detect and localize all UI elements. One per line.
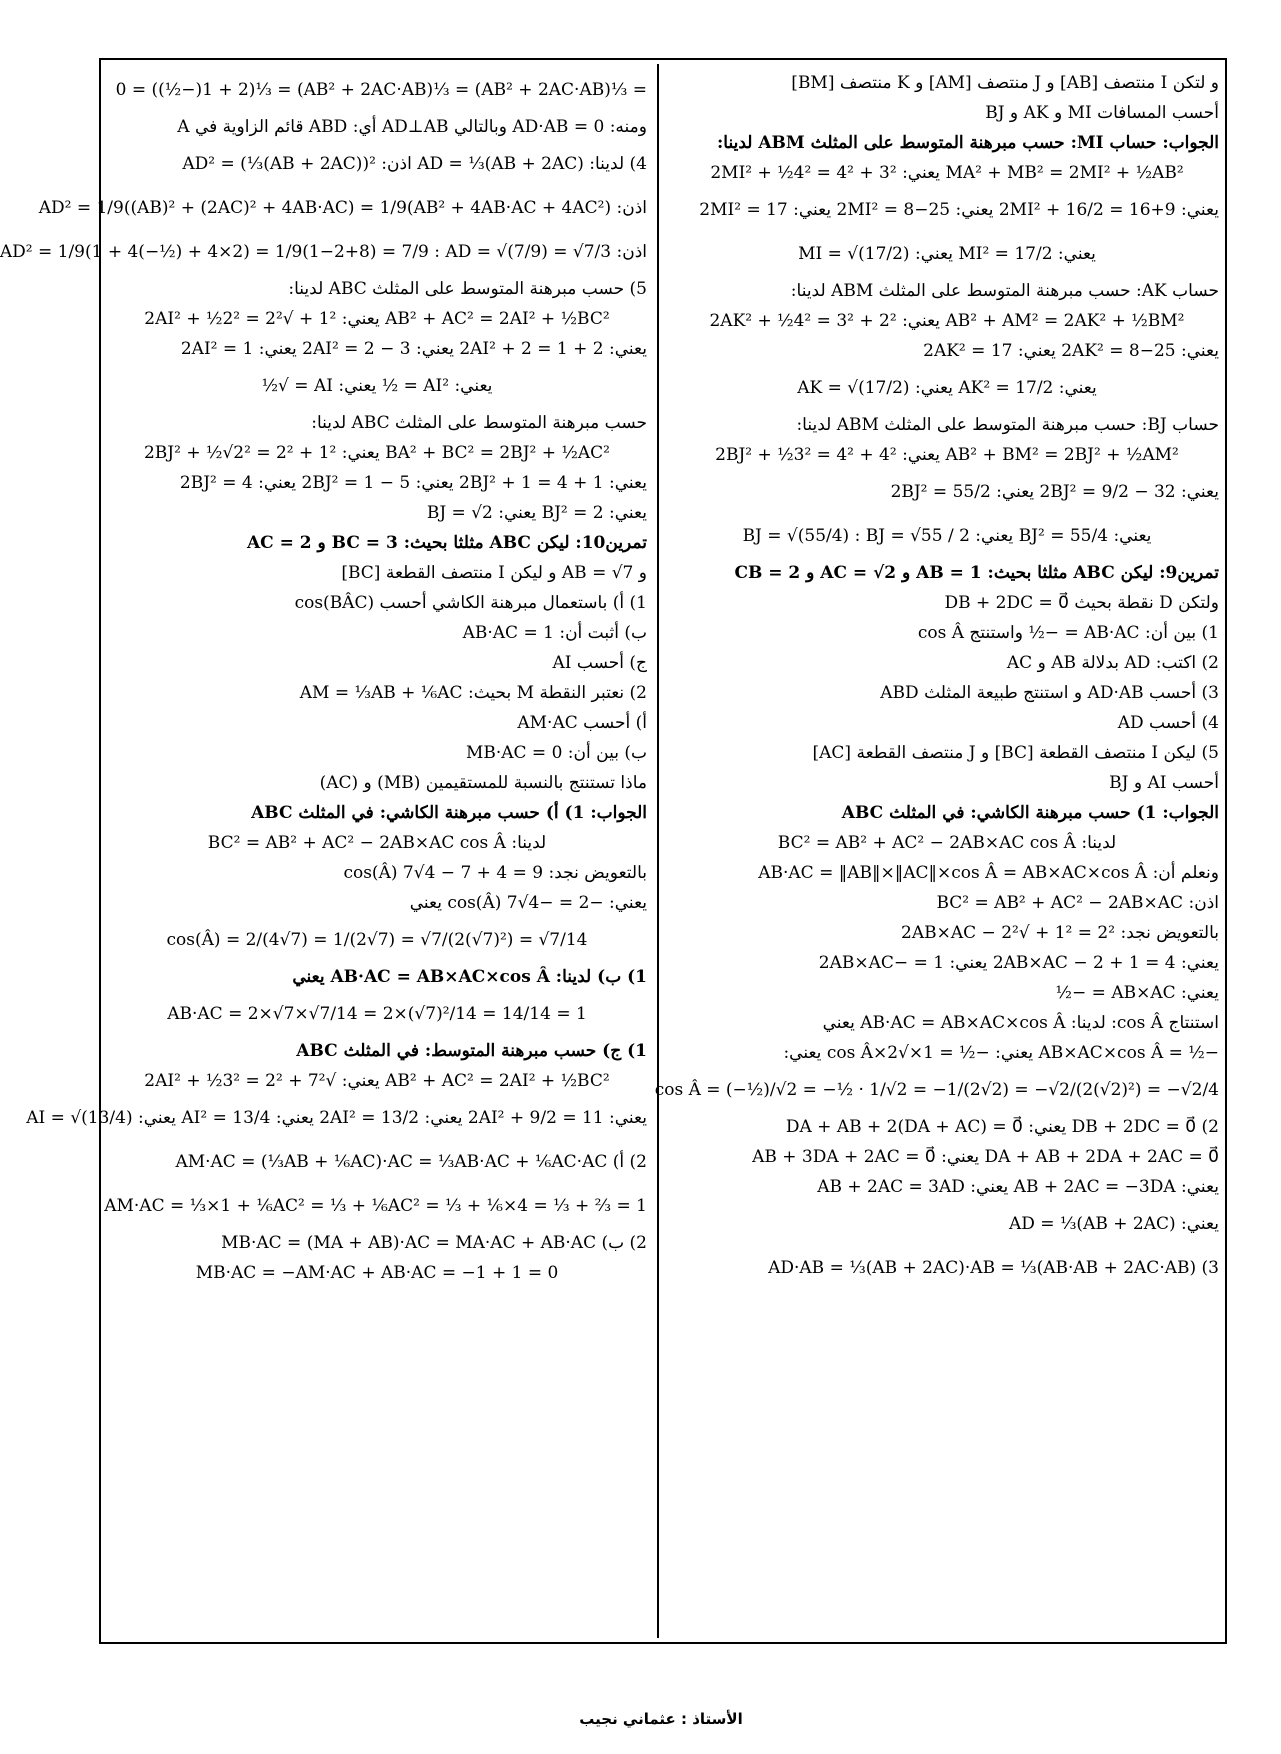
left-line-15: و AB = √7 و ليكن I منتصف القطعة [BC] (341, 563, 647, 583)
left-line-36: MB·AC = −AM·AC + AB·AC = −1 + 1 = 0 (195, 1263, 559, 1283)
right-line-15: تمرين9: ليكن ABC مثلثا بحيث: AB = 1 و AC = √2 و CB = 2 (734, 563, 1219, 583)
right-line-2: أحسب المسافات MI و AK و BJ (985, 103, 1219, 123)
left-line-26: يعني: −2 = −4√7 cos(Â) يعني (409, 893, 647, 913)
left-line-17: ب) أثبت أن: AB·AC = 1 (462, 623, 647, 643)
right-line-9: يعني: 25−8 = 2AK² يعني: 17 = 2AK² (923, 341, 1219, 361)
right-line-19: 3) أحسب AD·AB و استنتج طبيعة المثلث ABD (880, 683, 1219, 703)
right-line-5: يعني: 9+16 = 2MI² + 16/2 يعني: 25−8 = 2MI² يعني: 17 = 2MI² (699, 200, 1219, 220)
left-line-11: BA² + BC² = 2BJ² + ½AC² يعني: 1² + 2² = 2BJ² + ½√2² (143, 443, 610, 463)
left-line-12: يعني: 1 + 4 = 2BJ² + 1 يعني: 5 − 1 = 2BJ² يعني: 4 = 2BJ² (179, 473, 647, 493)
left-line-8: يعني: 2 + 1 = 2AI² + 2 يعني: 3 − 2 = 2AI² يعني: 1 = 2AI² (180, 339, 647, 359)
right-line-35: يعني: AB + 2AC = −3DA يعني: AB + 2AC = 3AD (817, 1177, 1219, 1197)
right-line-12: AB² + BM² = 2BJ² + ½AM² يعني: 4² + 4² = 2BJ² + ½3² (715, 445, 1179, 465)
right-line-24: لدينا: BC² = AB² + AC² − 2AB×AC cos Â (777, 833, 1117, 853)
left-line-31: AB² + AC² = 2AI² + ½BC² يعني: √7² + 2² = 2AI² + ½3² (144, 1071, 610, 1091)
right-line-17: 1) بين أن: AB·AC = −½ واستنتج cos Â (917, 623, 1219, 643)
left-line-4: اذن: AD² = 1/9((AB)² + (2AC)² + 4AB·AC) = 1/9(AB² + 4AB·AC + 4AC²) (38, 198, 647, 218)
right-line-36: يعني: AD = ⅓(AB + 2AC) (1009, 1214, 1219, 1234)
left-line-29: AB·AC = 2×√7×√7/14 = 2×(√7)²/14 = 14/14 = 1 (167, 1004, 587, 1024)
right-line-13: يعني: 32 − 9/2 = 2BJ² يعني: 55/2 = 2BJ² (890, 482, 1219, 502)
right-line-37: 3) AD·AB = ⅓(AB + 2AC)·AB = ⅓(AB·AB + 2AC·AB) (768, 1258, 1219, 1278)
left-line-27: cos(Â) = 2/(4√7) = 1/(2√7) = √7/(2(√7)²) = √7/14 (166, 930, 588, 950)
right-line-30: استنتاج cos Â: لدينا: AB·AC = AB×AC×cos Â يعني (822, 1013, 1219, 1033)
left-line-28: 1) ب) لدينا: AB·AC = AB×AC×cos Â يعني (292, 967, 647, 987)
left-line-32: يعني: 11 = 2AI² + 9/2 يعني: 13/2 = 2AI² يعني: AI² = 13/4 يعني: AI = √(13/4) (26, 1108, 647, 1128)
right-line-4: MA² + MB² = 2MI² + ½AB² يعني: 3² + 4² = 2MI² + ½4² (710, 163, 1184, 183)
left-line-2: ومنه: AD·AB = 0 وبالتالي AD⊥AB أي: ABD قائم الزاوية في A (177, 117, 647, 137)
left-line-3: 4) لدينا: AD = ⅓(AB + 2AC) اذن: AD² = (⅓(AB + 2AC))² (182, 154, 647, 174)
left-line-16: 1) أ) باستعمال مبرهنة الكاشي أحسب cos(BÂC) (294, 593, 647, 613)
left-line-35: 2) ب) MB·AC = (MA + AB)·AC = MA·AC + AB·AC (221, 1233, 647, 1253)
left-line-6: 5) حسب مبرهنة المتوسط على المثلث ABC لدينا: (288, 279, 647, 299)
left-line-24: لدينا: BC² = AB² + AC² − 2AB×AC cos Â (207, 833, 547, 853)
right-line-29: يعني: AB×AC = −½ (1055, 983, 1219, 1003)
right-line-10: يعني: AK² = 17/2 يعني: AK = √(17/2) (797, 378, 1097, 398)
left-line-9: يعني: AI² = ½ يعني: AI = √½ (261, 376, 493, 396)
left-line-22: ماذا تستنتج بالنسبة للمستقيمين (MB) و (AC) (319, 773, 647, 793)
left-line-34: AM·AC = ⅓×1 + ⅙AC² = ⅓ + ⅙AC² = ⅓ + ⅙×4 = ⅓ + ⅔ = 1 (104, 1196, 647, 1216)
left-line-18: ج) أحسب AI (552, 653, 647, 673)
left-column (0, 68, 647, 1288)
left-line-30: 1) ج) حسب مبرهنة المتوسط: في المثلث ABC (296, 1041, 647, 1061)
right-line-27: بالتعويض نجد: 2² = 1² + √2² − 2AB×AC (901, 923, 1219, 943)
right-line-16: ولتكن D نقطة بحيث DB + 2DC = 0⃗ (944, 593, 1219, 613)
right-line-32: cos Â = (−½)/√2 = −½ · 1/√2 = −1/(2√2) = −√2/(2(√2)²) = −√2/4 (654, 1080, 1219, 1100)
column-divider (657, 64, 659, 1638)
left-line-13: يعني: BJ² = 2 يعني: BJ = √2 (426, 503, 647, 523)
left-line-33: 2) أ) AM·AC = (⅓AB + ⅙AC)·AC = ⅓AB·AC + ⅙AC·AC (175, 1152, 647, 1172)
right-line-7: حساب AK: حسب مبرهنة المتوسط على المثلث ABM لدينا: (790, 281, 1219, 301)
right-line-18: 2) اكتب: AD بدلالة AB و AC (1006, 653, 1219, 673)
right-line-22: أحسب AI و BJ (1109, 773, 1219, 793)
right-line-3: الجواب: حساب MI: حسب مبرهنة المتوسط على المثلث ABM لدينا: (717, 133, 1219, 153)
left-line-25: بالتعويض نجد: 9 = 4 + 7 − 4√7 cos(Â) (343, 863, 647, 883)
right-line-23: الجواب: 1) حسب مبرهنة الكاشي: في المثلث ABC (841, 803, 1219, 823)
right-line-21: 5) ليكن I منتصف القطعة [BC] و J منتصف القطعة [AC] (812, 743, 1219, 763)
right-line-25: ونعلم أن: AB·AC = ‖AB‖×‖AC‖×cos Â = AB×AC×cos Â (758, 863, 1219, 883)
left-line-14: تمرين10: ليكن ABC مثلثا بحيث: BC = 3 و AC = 2 (246, 533, 647, 553)
right-line-31: −½ = AB×AC×cos Â يعني: −½ = 1×√2×cos Â يعني: (783, 1043, 1219, 1063)
right-line-20: 4) أحسب AD (1117, 713, 1219, 733)
right-line-11: حساب BJ: حسب مبرهنة المتوسط على المثلث ABM لدينا: (796, 415, 1219, 435)
left-line-23: الجواب: 1) أ) حسب مبرهنة الكاشي: في المثلث ABC (251, 803, 647, 823)
right-line-8: AB² + AM² = 2AK² + ½BM² يعني: 2² + 3² = 2AK² + ½4² (709, 311, 1185, 331)
left-line-20: أ) أحسب AM·AC (517, 713, 647, 733)
right-line-14: يعني: BJ² = 55/4 يعني: BJ = √(55/4) : BJ = √55 / 2 (742, 526, 1152, 546)
teacher-signature: الأستاذ : عثماني نجيب (579, 1710, 743, 1728)
right-line-33: 2) DB + 2DC = 0⃗ يعني: DA + AB + 2(DA + AC) = 0⃗ (785, 1117, 1219, 1137)
right-line-6: يعني: MI² = 17/2 يعني: MI = √(17/2) (798, 244, 1096, 264)
left-line-1: = ⅓(AB² + 2AC·AB) = ⅓(AB² + 2AC·AB) = ⅓(1 + 2(−½)) = 0 (115, 80, 647, 100)
left-line-21: ب) بين أن: MB·AC = 0 (465, 743, 647, 763)
right-line-26: اذن: BC² = AB² + AC² − 2AB×AC (936, 893, 1219, 913)
left-line-19: 2) نعتبر النقطة M بحيث: AM = ⅓AB + ⅙AC (299, 683, 647, 703)
right-line-1: و لتكن I منتصف [AB] و J منتصف [AM] و K منتصف [BM] (791, 73, 1219, 93)
right-line-28: يعني: 4 = 1 + 2 − 2AB×AC يعني: 1 = −2AB×AC (818, 953, 1219, 973)
left-line-5: اذن: AD² = 1/9(1 + 4(−½) + 4×2) = 1/9(1−2+8) = 7/9 : AD = √(7/9) = √7/3 (0, 242, 647, 262)
right-column (654, 68, 1219, 1290)
left-line-10: حسب مبرهنة المتوسط على المثلث ABC لدينا: (311, 413, 647, 433)
right-line-34: DA + AB + 2DA + 2AC = 0⃗ يعني: AB + 3DA + 2AC = 0⃗ (752, 1147, 1219, 1167)
left-line-7: AB² + AC² = 2AI² + ½BC² يعني: 1² + √2² = 2AI² + ½2² (144, 309, 610, 329)
